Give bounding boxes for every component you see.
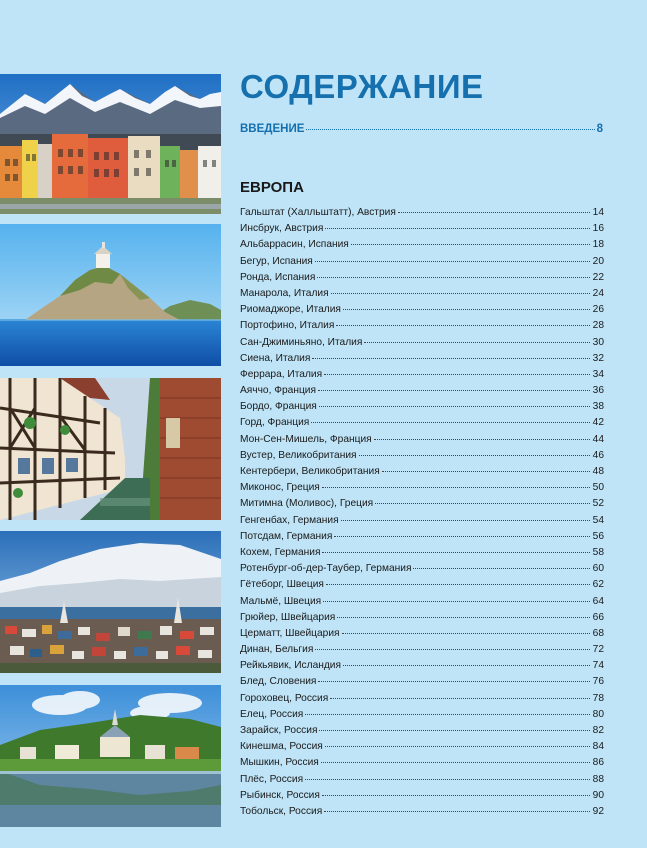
dot-leader — [322, 487, 590, 488]
toc-entry[interactable] — [240, 660, 604, 676]
toc-entry[interactable] — [240, 644, 604, 660]
toc-entry-label: Сиена, Италия — [240, 352, 311, 364]
toc-entry-label: Кохем, Германия — [240, 546, 321, 558]
innsbruck-photo — [0, 74, 221, 214]
toc-entry-page: 28 — [592, 320, 604, 332]
toc-intro-page: 8 — [596, 123, 603, 135]
toc-entry[interactable] — [240, 401, 604, 417]
toc-entry[interactable] — [240, 482, 604, 498]
dot-leader — [319, 730, 590, 731]
dot-leader — [311, 422, 590, 423]
toc-entry-label: Динан, Бельгия — [240, 644, 314, 656]
dot-leader — [343, 309, 590, 310]
toc-entry-label: Мон-Сен-Мишель, Франция — [240, 433, 372, 445]
dot-leader — [331, 293, 590, 294]
toc-entry-label: Вустер, Великобритания — [240, 449, 357, 461]
toc-entry[interactable] — [240, 709, 604, 725]
toc-entry[interactable] — [240, 272, 604, 288]
toc-entry[interactable] — [240, 741, 604, 757]
toc-entry-page: 52 — [592, 498, 604, 510]
toc-entry[interactable] — [240, 628, 604, 644]
toc-entry-label: Тобольск, Россия — [240, 805, 323, 817]
toc-entry-page: 56 — [592, 530, 604, 542]
toc-intro-label: ВВЕДЕНИЕ — [240, 123, 305, 135]
toc-entry[interactable] — [240, 466, 604, 482]
toc-entry-page: 16 — [592, 223, 604, 235]
toc-entry[interactable] — [240, 304, 604, 320]
dot-leader — [343, 665, 590, 666]
toc-entry-label: Мальмё, Швеция — [240, 595, 322, 607]
toc-entry-page: 84 — [592, 741, 604, 753]
toc-entry-page: 78 — [592, 692, 604, 704]
dot-leader — [334, 536, 590, 537]
toc-entry-page: 24 — [592, 287, 604, 299]
dot-leader — [322, 795, 590, 796]
section-heading: ЕВРОПА — [240, 179, 304, 196]
dot-leader — [374, 439, 590, 440]
toc-entry-label: Аяччо, Франция — [240, 385, 316, 397]
toc-entry[interactable] — [240, 725, 604, 741]
toc-entry-page: 66 — [592, 611, 604, 623]
toc-entry[interactable] — [240, 320, 604, 336]
toc-entry[interactable] — [240, 596, 604, 612]
toc-entry[interactable] — [240, 223, 604, 239]
toc-entry[interactable] — [240, 256, 604, 272]
dot-leader — [305, 779, 590, 780]
toc-entry[interactable] — [240, 417, 604, 433]
toc-entry-label: Альбаррасин, Испания — [240, 239, 349, 251]
dot-leader — [321, 762, 590, 763]
dot-leader — [315, 649, 590, 650]
reykjavik-photo — [0, 531, 221, 673]
toc-entry-page: 82 — [592, 725, 604, 736]
toc-entry[interactable] — [240, 531, 604, 547]
toc-entry[interactable] — [240, 693, 604, 709]
toc-entry[interactable] — [240, 239, 604, 255]
dot-leader — [305, 714, 590, 715]
toc-entry-label: Портофино, Италия — [240, 320, 335, 332]
dot-leader — [306, 129, 594, 130]
dot-leader — [315, 261, 590, 262]
river-town-photo — [0, 685, 221, 827]
dot-leader — [324, 811, 590, 812]
toc-entry[interactable] — [240, 353, 604, 369]
toc-entry-label: Миконос, Греция — [240, 482, 320, 494]
toc-entry-label: Риомаджоре, Италия — [240, 304, 341, 316]
toc-entry-page: 32 — [592, 352, 604, 364]
toc-entry-page: 50 — [592, 482, 604, 494]
toc-entry-page: 46 — [592, 449, 604, 461]
toc-entry[interactable] — [240, 515, 604, 531]
dot-leader — [319, 406, 590, 407]
toc-entry-page: 60 — [592, 563, 604, 575]
toc-entry-label: Елец, Россия — [240, 708, 304, 720]
toc-entry-label: Ронда, Испания — [240, 271, 316, 283]
island-photo — [0, 224, 221, 366]
toc-entry-page: 34 — [592, 368, 604, 380]
dot-leader — [325, 746, 590, 747]
dot-leader — [324, 374, 590, 375]
toc-entry-label: Плёс, Россия — [240, 773, 304, 785]
dot-leader — [336, 325, 590, 326]
toc-entry-label: Мышкин, Россия — [240, 757, 319, 769]
toc-entry-page: 88 — [592, 773, 604, 785]
toc-entry-label: Генгенбах, Германия — [240, 514, 339, 526]
toc-intro-row[interactable] — [240, 123, 603, 135]
toc-entry-page: 48 — [592, 466, 604, 477]
toc-entry[interactable] — [240, 806, 604, 822]
page-title: СОДЕРЖАНИЕ — [240, 68, 484, 105]
toc-entry-label: Церматт, Швейцария — [240, 627, 340, 639]
dot-leader — [398, 212, 590, 213]
toc-entry-page: 80 — [592, 708, 604, 720]
dot-leader — [413, 568, 590, 569]
dot-leader — [317, 277, 590, 278]
toc-entry-label: Потсдам, Германия — [240, 530, 333, 542]
toc-entry[interactable] — [240, 369, 604, 385]
toc-entry-label: Зарайск, Россия — [240, 725, 318, 736]
toc-entry-label: Кентербери, Великобритания — [240, 466, 380, 477]
toc-entry-page: 54 — [592, 514, 604, 526]
toc-entry-label: Рейкьявик, Исландия — [240, 660, 342, 672]
dot-leader — [364, 342, 590, 343]
toc-entry-label: Блед, Словения — [240, 676, 317, 688]
dot-leader — [318, 681, 590, 682]
toc-entry-label: Гётеборг, Швеция — [240, 579, 324, 591]
dot-leader — [382, 471, 590, 472]
toc-entry-page: 72 — [592, 644, 604, 656]
dot-leader — [312, 358, 590, 359]
toc-entry-page: 68 — [592, 627, 604, 639]
toc-entry[interactable] — [240, 757, 604, 773]
toc-entry-label: Сан-Джиминьяно, Италия — [240, 336, 363, 348]
toc-entry-label: Горд, Франция — [240, 417, 310, 429]
toc-entry[interactable] — [240, 563, 604, 579]
toc-list — [240, 207, 604, 822]
dot-leader — [342, 633, 590, 634]
toc-entry-label: Гальштат (Халльштатт), Австрия — [240, 207, 396, 218]
toc-entry[interactable] — [240, 207, 604, 223]
toc-entry-page: 76 — [592, 676, 604, 688]
toc-entry-page: 20 — [592, 255, 604, 267]
toc-entry-page: 44 — [592, 433, 604, 445]
toc-entry-label: Рыбинск, Россия — [240, 789, 320, 801]
toc-entry[interactable] — [240, 337, 604, 353]
toc-entry-label: Гороховец, Россия — [240, 692, 329, 704]
toc-entry-label: Манарола, Италия — [240, 287, 329, 299]
toc-entry[interactable] — [240, 676, 604, 692]
toc-entry-label: Инсбрук, Австрия — [240, 223, 324, 235]
canal-photo — [0, 378, 221, 520]
toc-entry-page: 62 — [592, 579, 604, 591]
toc-entry[interactable] — [240, 450, 604, 466]
toc-entry[interactable] — [240, 790, 604, 806]
toc-entry-label: Бордо, Франция — [240, 401, 317, 413]
dot-leader — [325, 228, 590, 229]
toc-entry-page: 90 — [592, 789, 604, 801]
toc-entry[interactable] — [240, 385, 604, 401]
toc-entry[interactable] — [240, 498, 604, 514]
dot-leader — [322, 552, 590, 553]
toc-entry-label: Грюйер, Швейцария — [240, 611, 336, 623]
toc-entry-page: 86 — [592, 757, 604, 769]
toc-entry-page: 36 — [592, 385, 604, 397]
toc-entry-label: Бегур, Испания — [240, 255, 313, 267]
dot-leader — [337, 617, 590, 618]
dot-leader — [326, 584, 590, 585]
toc-entry-page: 42 — [592, 417, 604, 429]
toc-entry-page: 38 — [592, 401, 604, 413]
toc-entry[interactable] — [240, 774, 604, 790]
toc-entry-page: 26 — [592, 304, 604, 316]
dot-leader — [323, 601, 590, 602]
toc-entry-page: 18 — [592, 239, 604, 251]
toc-entry-label: Кинешма, Россия — [240, 741, 323, 753]
toc-entry[interactable] — [240, 288, 604, 304]
toc-entry-label: Ротенбург-об-дер-Таубер, Германия — [240, 563, 412, 575]
toc-entry[interactable] — [240, 579, 604, 595]
toc-entry-page: 64 — [592, 595, 604, 607]
toc-entry-page: 58 — [592, 546, 604, 558]
dot-leader — [341, 520, 590, 521]
toc-entry-page: 14 — [592, 207, 604, 218]
toc-entry-page: 74 — [592, 660, 604, 672]
toc-entry[interactable] — [240, 612, 604, 628]
toc-entry-label: Митимна (Моливос), Греция — [240, 498, 374, 510]
dot-leader — [330, 698, 590, 699]
toc-entry[interactable] — [240, 434, 604, 450]
toc-entry-page: 22 — [592, 271, 604, 283]
dot-leader — [359, 455, 590, 456]
toc-entry-label: Феррара, Италия — [240, 368, 323, 380]
dot-leader — [375, 503, 590, 504]
dot-leader — [351, 244, 590, 245]
dot-leader — [318, 390, 590, 391]
toc-entry-page: 30 — [592, 336, 604, 348]
toc-entry[interactable] — [240, 547, 604, 563]
toc-entry-page: 92 — [592, 805, 604, 817]
